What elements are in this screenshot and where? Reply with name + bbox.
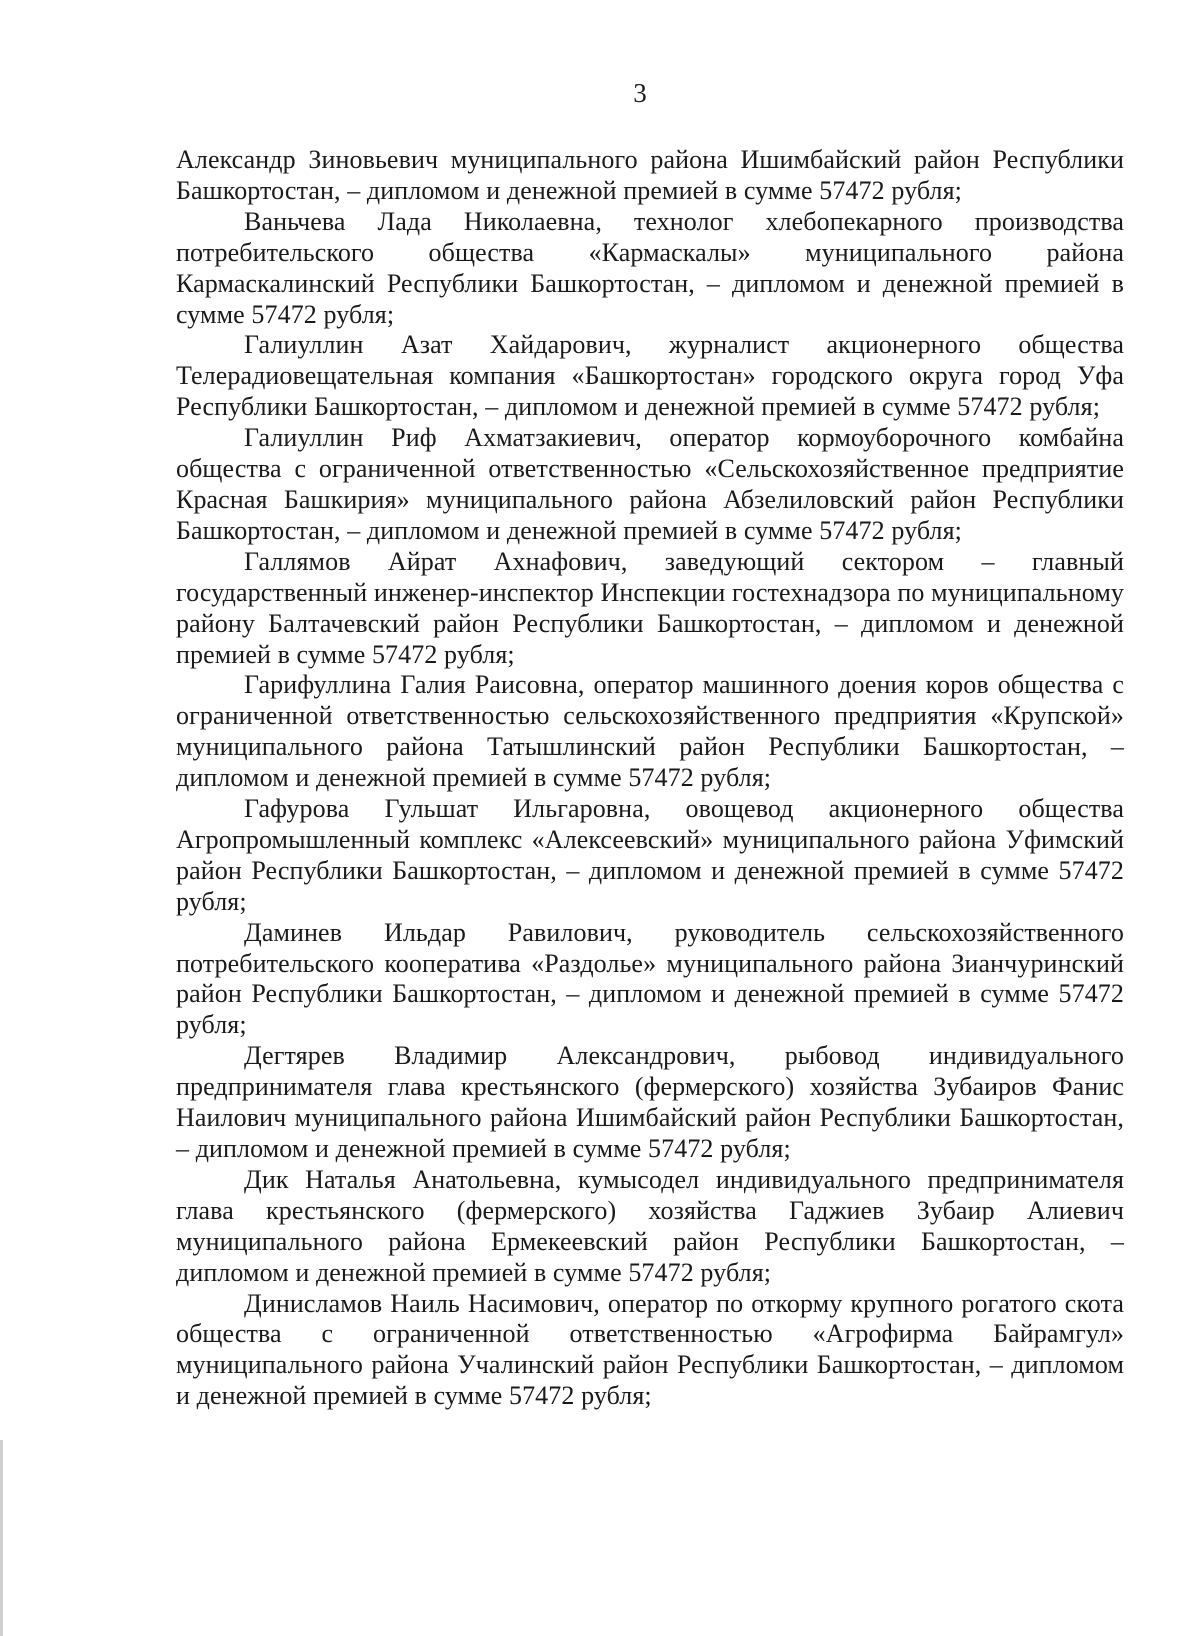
award-entry-continued: Александр Зиновьевич муниципального района Ишимбайский район Республики Башкортостан, – дипломом и денежной премией в сумме 57472 рубля; <box>176 145 1124 205</box>
scan-edge-shadow <box>0 1440 3 1636</box>
award-entry: Ваньчева Лада Николаевна, технолог хлебопекарного производства потребительского общества «Кармаскалы» муниципального района Кармаскалинский Республики Башкортостан, – дипломом и денежной премией в сумме 57472 рубля; <box>176 206 1124 329</box>
award-entry: Гарифуллина Галия Раисовна, оператор машинного доения коров общества с ограниченной ответственностью сельскохозяйственного предприятия «Крупской» муниципального района Татышлинский район Республики Башкортостан, – дипломом и денежной премией в сумме 57472 рубля; <box>176 670 1124 793</box>
award-entry: Даминев Ильдар Равилович, руководитель сельскохозяйственного потребительского кооператива «Раздолье» муниципального района Зианчуринский район Республики Башкортостан, – дипломом и денежной премией в сумме 57472 рубля; <box>176 917 1124 1040</box>
award-entry: Дегтярев Владимир Александрович, рыбовод индивидуального предпринимателя глава крестьянского (фермерского) хозяйства Зубаиров Фанис Наилович муниципального района Ишимбайский район Республики Башкортостан, – дипломом и денежной премией в сумме 57472 рубля; <box>176 1041 1124 1163</box>
award-entry: Дик Наталья Анатольевна, кумысодел индивидуального предпринимателя глава крестьянского (фермерского) хозяйства Гаджиев Зубаир Алиевич муниципального района Ермекеевский район Республики Башкортостан, – дипломом и денежной премией в сумме 57472 рубля; <box>176 1164 1124 1287</box>
page-number: 3 <box>633 78 647 108</box>
document-body <box>176 145 1124 1412</box>
award-entry: Галиуллин Азат Хайдарович, журналист акционерного общества Телерадиовещательная компания «Башкортостан» городского округа город Уфа Республики Башкортостан, – дипломом и денежной премией в сумме 57472 рубля; <box>176 330 1124 422</box>
award-entry: Динисламов Наиль Насимович, оператор по откорму крупного рогатого скота общества с ограниченной ответственностью «Агрофирма Байрамгул» муниципального района Учалинский район Республики Башкортостан, – дипломом и денежной премией в сумме 57472 рубля; <box>176 1288 1124 1411</box>
award-entry: Галиуллин Риф Ахматзакиевич, оператор кормоуборочного комбайна общества с ограниченной ответственностью «Сельскохозяйственное предприятие Красная Башкирия» муниципального района Абзелиловский район Республики Башкортостан, – дипломом и денежной премией в сумме 57472 рубля; <box>176 423 1124 545</box>
award-entry: Гафурова Гульшат Ильгаровна, овощевод акционерного общества Агропромышленный комплекс «Алексеевский» муниципального района Уфимский район Республики Башкортостан, – дипломом и денежной премией в сумме 57472 рубля; <box>176 794 1124 916</box>
award-entry: Галлямов Айрат Ахнафович, заведующий сектором – главный государственный инженер-инспектор Инспекции гостехнадзора по муниципальному району Балтачевский район Республики Башкортостан, – дипломом и денежной премией в сумме 57472 рубля; <box>176 546 1124 669</box>
